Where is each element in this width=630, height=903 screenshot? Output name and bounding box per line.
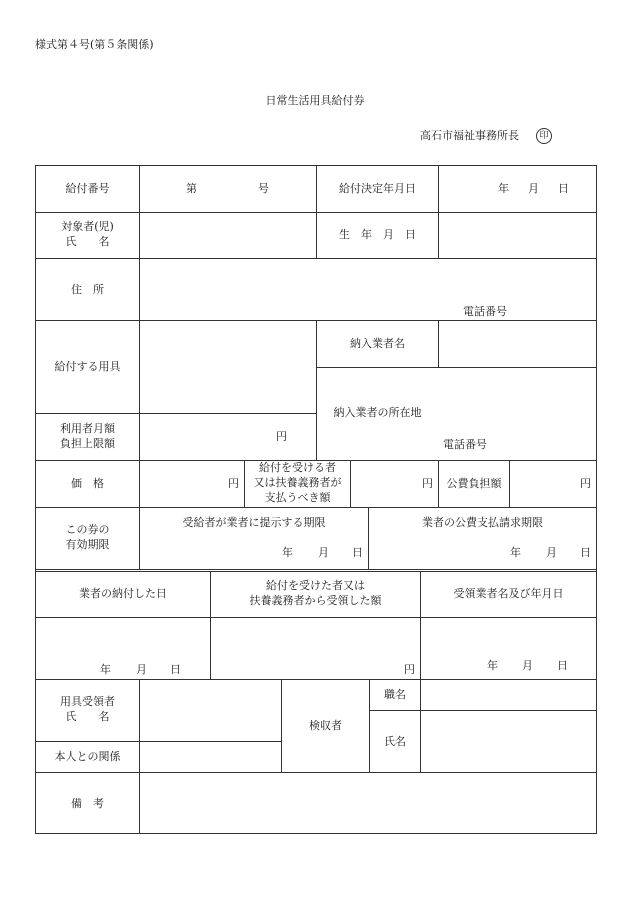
price-yen: 円: [228, 477, 239, 490]
kettei-day: 日: [558, 182, 569, 195]
receipt-month: 月: [522, 659, 533, 672]
label-recipient: 用具受領者: [60, 695, 115, 708]
present-month: 月: [318, 546, 329, 559]
delivery-day: 日: [170, 663, 181, 676]
label-payable-2: 又は扶養義務者が: [253, 476, 342, 489]
received-yen: 円: [404, 663, 415, 676]
label-validity: この券の: [65, 523, 110, 536]
delivery-month: 月: [136, 663, 147, 676]
claim-year: 年: [510, 546, 521, 559]
label-vendor-phone: 電話番号: [443, 438, 487, 451]
label-phone-address: 電話番号: [463, 305, 507, 318]
label-kettei-date: 給付決定年月日: [339, 182, 416, 195]
label-received-amount-2: 扶養義務者から受領した額: [249, 594, 382, 607]
label-present-deadline: 受給者が業者に提示する期限: [182, 516, 326, 529]
label-relation: 本人との関係: [54, 750, 121, 763]
label-position: 職名: [384, 688, 406, 701]
label-delivery-date: 業者の納付した日: [79, 587, 167, 600]
label-go: 号: [258, 182, 269, 195]
label-received-amount: 給付を受けた者又は: [266, 579, 365, 592]
present-day: 日: [352, 546, 363, 559]
label-payable-1: 給付を受ける者: [259, 461, 336, 474]
label-remarks: 備 考: [71, 797, 104, 810]
label-public-burden: 公費負担額: [446, 477, 502, 490]
kettei-month: 月: [528, 182, 539, 195]
label-receipt-vendor: 受領業者名及び年月日: [453, 587, 564, 600]
label-payable-3: 支払うべき額: [264, 491, 331, 504]
label-vendor-address: 納入業者の所在地: [333, 406, 422, 419]
label-equipment: 給付する用具: [54, 360, 121, 373]
label-dai: 第: [186, 182, 197, 195]
delivery-year: 年: [100, 663, 111, 676]
present-year: 年: [282, 546, 293, 559]
label-kyufu-bango: 給付番号: [65, 182, 110, 195]
receipt-day: 日: [557, 659, 568, 672]
label-name: 氏名: [384, 735, 406, 748]
label-validity-2: 有効期限: [65, 538, 110, 551]
label-vendor-name: 納入業者名: [350, 337, 405, 350]
label-birthdate: 生 年 月 日: [339, 228, 416, 241]
issuer: 高石市福祉事務所長: [420, 129, 519, 142]
form-title: 日常生活用具給付券: [265, 94, 365, 107]
label-address: 住 所: [71, 283, 104, 296]
kettei-year: 年: [498, 182, 509, 195]
label-monthly-limit: 利用者月額: [60, 422, 115, 435]
label-claim-deadline: 業者の公費支払請求期限: [422, 516, 543, 529]
label-price: 価 格: [71, 477, 104, 490]
claim-month: 月: [546, 546, 557, 559]
seal-stamp: 印: [536, 128, 552, 144]
monthly-limit-yen: 円: [276, 430, 287, 443]
label-recipient-name: 氏 名: [65, 710, 110, 723]
receipt-year: 年: [487, 659, 498, 672]
payable-yen: 円: [422, 477, 433, 490]
label-subject: 対象者(児): [61, 220, 114, 233]
claim-day: 日: [580, 546, 591, 559]
label-inspector: 検収者: [309, 719, 342, 732]
public-burden-yen: 円: [580, 477, 591, 490]
label-subject-name: 氏 名: [65, 235, 110, 248]
label-monthly-limit-2: 負担上限額: [60, 437, 115, 450]
form-number: 様式第４号(第５条関係): [35, 38, 154, 51]
